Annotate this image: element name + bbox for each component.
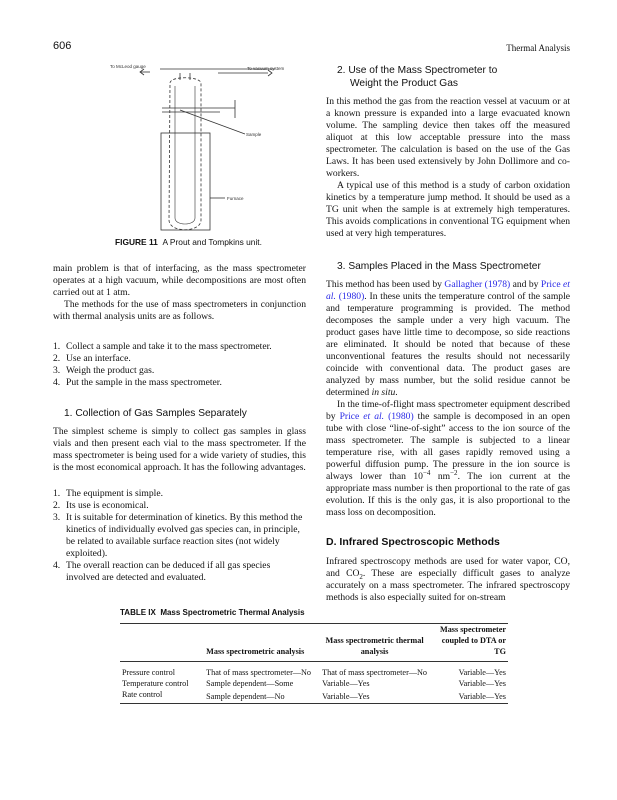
label-vacuum: To vacuum system bbox=[247, 66, 285, 71]
item-number: 4. bbox=[53, 377, 61, 388]
cell: Sample dependent—No bbox=[206, 691, 285, 701]
data-table bbox=[120, 623, 508, 704]
cell: Variable—Yes bbox=[458, 691, 506, 701]
list-item bbox=[53, 500, 306, 512]
figure-caption bbox=[115, 236, 262, 248]
text: the sample is decomposed in an open tube with close “line-of-sight” access to the ion source of the mass spectrometer. The sample is subjected to a linear temperature rise, with all gases rapidly removed using a powerful diffusion pump. The pressure in the ion source is always lower than 10 bbox=[326, 411, 570, 482]
cell: That of mass spectrometer—No bbox=[206, 668, 311, 677]
list-item bbox=[53, 377, 306, 389]
caption-text: A Prout and Tompkins unit. bbox=[162, 237, 262, 247]
cell: Sample dependent—Some bbox=[206, 679, 294, 688]
column-header: Mass spectrometric analysis bbox=[206, 647, 305, 656]
item-text: Use an interface. bbox=[66, 353, 131, 364]
paragraph bbox=[326, 399, 570, 519]
text: . The ion current at the appropriate mass number is then proportional to the rate of gas evolution. If this is the only gas, it is also proportional to the mass loss on decomposition. bbox=[326, 471, 570, 518]
item-text: The overall reaction can be deduced if all gas species involved are detected and evaluated. bbox=[66, 560, 271, 583]
text: Price bbox=[339, 411, 364, 422]
paragraph: main problem is that of interfacing, as the mass spectrometer operates at a high vacuum, while decompositions are most often carried out at 1 atm. bbox=[53, 263, 306, 298]
cell: That of mass spectrometer—No bbox=[322, 668, 427, 677]
text: 2 bbox=[359, 572, 363, 581]
cell: Rate control bbox=[122, 690, 163, 699]
list-item bbox=[53, 365, 306, 377]
item-text: Put the sample in the mass spectrometer. bbox=[66, 377, 222, 388]
prout-tompkins-diagram bbox=[100, 58, 300, 238]
item-text: It is suitable for determination of kinetics. By this method the kinetics of individually evolved gas species can, in principle, be related to available surface reaction sites (not widely exploited). bbox=[66, 512, 303, 559]
paragraph bbox=[326, 556, 570, 604]
table-row bbox=[120, 678, 508, 689]
paragraph: The simplest scheme is simply to collect gas samples in glass vials and then present each vial to the mass spectrometer. If the mass spectrometer is being used for a wide variety of studies, this is the most economical approach. It has the following advantages. bbox=[53, 426, 306, 473]
label-sample: Sample bbox=[246, 132, 262, 137]
list-item bbox=[53, 353, 306, 365]
cell: Temperature control bbox=[122, 679, 189, 688]
item-number: 3. bbox=[53, 512, 61, 523]
table-label: TABLE IX bbox=[120, 608, 156, 617]
table-title bbox=[120, 607, 508, 619]
item-text: Weigh the product gas. bbox=[66, 365, 155, 376]
figure-11 bbox=[100, 58, 300, 238]
list-item bbox=[53, 488, 306, 500]
column-header: Mass spectrometric thermal analysis bbox=[325, 636, 424, 656]
item-number: 4. bbox=[53, 560, 61, 571]
text: −2 bbox=[450, 468, 458, 477]
section-heading: 3. Samples Placed in the Mass Spectrometer bbox=[337, 261, 541, 272]
table-ix bbox=[120, 607, 508, 704]
section-heading: 2. Use of the Mass Spectrometer to Weight the Product Gas bbox=[337, 65, 498, 89]
cell: Variable—Yes bbox=[322, 691, 370, 701]
column-header bbox=[120, 624, 204, 662]
text: −4 bbox=[422, 468, 431, 477]
methods-list bbox=[53, 341, 306, 389]
text: Infrared spectroscopy methods are used for water vapor, CO, and CO bbox=[326, 556, 570, 579]
left-column bbox=[53, 263, 306, 584]
item-number: 1. bbox=[53, 488, 61, 499]
cell: Variable—Yes bbox=[458, 668, 506, 677]
running-title: Thermal Analysis bbox=[506, 43, 570, 53]
citation-link[interactable] bbox=[340, 411, 414, 422]
table-title-text: Mass Spectrometric Thermal Analysis bbox=[160, 608, 305, 617]
item-text: Collect a sample and take it to the mass spectrometer. bbox=[66, 341, 272, 352]
caption-label: FIGURE 11 bbox=[115, 237, 158, 247]
cell: Pressure control bbox=[122, 668, 175, 677]
text: . These are especially difficult gases to analyze accurately on a mass spectrometer. The infrared spectroscopy methods is also especially suited for on-stream bbox=[326, 568, 570, 603]
text: nm bbox=[430, 471, 451, 482]
text: This method has been used by bbox=[326, 279, 445, 290]
text: in situ bbox=[371, 387, 396, 398]
item-number: 3. bbox=[53, 365, 61, 376]
paragraph bbox=[326, 279, 570, 399]
citation-link[interactable]: Gallagher (1978) bbox=[444, 279, 511, 290]
text: et al. bbox=[326, 279, 570, 302]
table-row bbox=[120, 662, 508, 679]
label-mcleod: To McLeod gauge bbox=[110, 64, 146, 69]
list-item bbox=[53, 512, 306, 560]
text: . bbox=[395, 387, 398, 398]
item-number: 2. bbox=[53, 500, 61, 511]
label-furnace: Furnace bbox=[227, 196, 244, 201]
text: (1980) bbox=[384, 411, 414, 422]
paragraph: In this method the gas from the reaction vessel at vacuum or at a known pressure is expanded into a large evacuated known volume. The sampling device then takes off the measured aliquot at this low acceptable pressure into the mass spectrometer. The calculation is based on the use of the Gas Laws. It has been used extensively by John Dollimore and co-workers. bbox=[326, 96, 570, 179]
text: and by bbox=[510, 279, 541, 290]
paragraph: The methods for the use of mass spectrometers in conjunction with thermal analysis units are as follows. bbox=[53, 299, 306, 322]
cell: Variable—Yes bbox=[458, 679, 506, 688]
cell: Variable—Yes bbox=[322, 679, 370, 688]
list-item bbox=[53, 560, 306, 584]
section-heading: 1. Collection of Gas Samples Separately bbox=[64, 408, 247, 419]
text: et al. bbox=[363, 411, 385, 422]
right-column bbox=[326, 64, 570, 604]
text: . In these units the temperature control of the sample and temperature programming is provided. The method decomposes the sample under a very high vacuum. The product gases have little time to decompose, so side reactions are eliminated. It should be noted that because of these unconventional features the results should not necessarily coincide with conventional data. The product gases are analyzed by mass number, but the solid residue cannot be determined bbox=[326, 291, 571, 398]
item-number: 1. bbox=[53, 341, 61, 352]
text: In the time-of-flight mass spectrometer equipment described by bbox=[326, 399, 570, 422]
list-item bbox=[53, 341, 306, 353]
text: Price bbox=[540, 279, 564, 290]
table-row bbox=[120, 689, 508, 704]
item-number: 2. bbox=[53, 353, 61, 364]
item-text: The equipment is simple. bbox=[66, 488, 163, 499]
item-text: Its use is economical. bbox=[66, 500, 149, 511]
section-heading: D. Infrared Spectroscopic Methods bbox=[326, 536, 500, 548]
advantages-list bbox=[53, 488, 306, 584]
page-number: 606 bbox=[53, 40, 72, 52]
column-header: Mass spectrometer coupled to DTA or TG bbox=[439, 625, 506, 656]
text: (1980) bbox=[335, 291, 365, 302]
paragraph: A typical use of this method is a study of carbon oxidation kinetics by a temperature jump method. It should be used as a TG unit when the sample is at extremely high temperatures. This avoids complications in conventional TG equipment when used at very high temperatures. bbox=[326, 180, 570, 239]
